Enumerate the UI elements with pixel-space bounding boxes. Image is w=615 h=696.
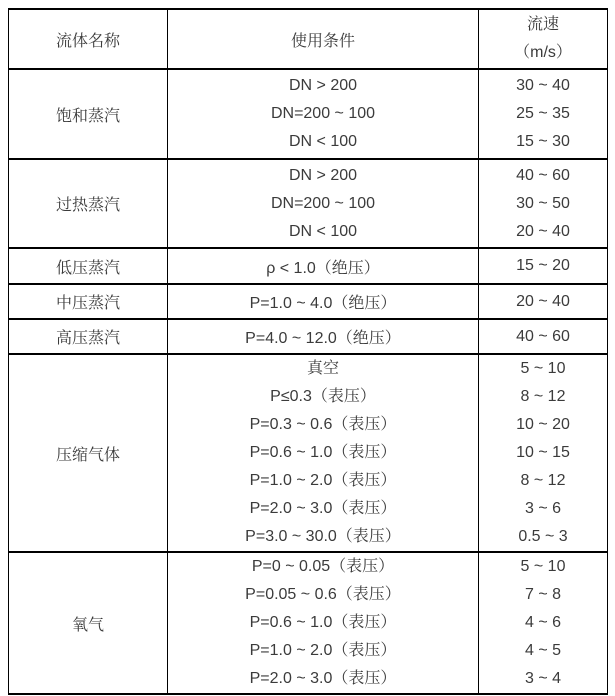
condition-cell xyxy=(168,69,479,159)
velocity-line: 8 ~ 12 xyxy=(520,388,566,405)
velocity-line: 10 ~ 20 xyxy=(516,416,570,433)
fluid-name-cell: 低压蒸汽 xyxy=(9,248,168,284)
condition-line: P≤0.3（表压） xyxy=(270,388,376,405)
table-row-low-pressure-steam xyxy=(9,248,608,284)
condition-line: DN < 100 xyxy=(288,133,358,150)
condition-cell xyxy=(168,159,479,248)
condition-cell: P=1.0 ~ 4.0（绝压） xyxy=(168,284,479,319)
condition-line: 真空 xyxy=(306,360,339,377)
fluid-name-cell: 氧气 xyxy=(9,552,168,694)
table-row-oxygen xyxy=(9,552,608,694)
fluid-name-cell: 压缩气体 xyxy=(9,354,168,552)
velocity-cell xyxy=(479,354,608,552)
velocity-cell xyxy=(479,552,608,694)
header-usage-condition: 使用条件 xyxy=(168,9,479,69)
velocity-line: 25 ~ 35 xyxy=(516,105,570,122)
fluid-name-cell: 中压蒸汽 xyxy=(9,284,168,319)
condition-line: P=1.0 ~ 2.0（表压） xyxy=(249,642,397,659)
table-row-compressed-gas xyxy=(9,354,608,552)
condition-line: P=0 ~ 0.05（表压） xyxy=(251,558,395,575)
condition-cell xyxy=(168,552,479,694)
table-row-saturated-steam xyxy=(9,69,608,159)
velocity-line: 40 ~ 60 xyxy=(516,166,570,184)
condition-line: P=0.6 ~ 1.0（表压） xyxy=(249,444,397,461)
table-row-high-pressure-steam xyxy=(9,319,608,354)
velocity-cell: 15 ~ 20 xyxy=(479,248,608,284)
condition-cell: P=4.0 ~ 12.0（绝压） xyxy=(168,319,479,354)
velocity-line: 0.5 ~ 3 xyxy=(518,528,568,545)
fluid-name-cell: 过热蒸汽 xyxy=(9,159,168,248)
condition-line: DN > 200 xyxy=(288,166,358,184)
velocity-line: 7 ~ 8 xyxy=(524,586,562,603)
condition-line: P=3.0 ~ 30.0（表压） xyxy=(245,528,401,545)
condition-line: DN=200 ~ 100 xyxy=(270,105,376,122)
velocity-line: 15 ~ 30 xyxy=(516,133,570,150)
condition-line: P=0.05 ~ 0.6（表压） xyxy=(245,586,401,603)
fluid-name-cell: 饱和蒸汽 xyxy=(9,69,168,159)
velocity-cell: 40 ~ 60 xyxy=(479,319,608,354)
condition-line: DN < 100 xyxy=(288,222,358,240)
condition-cell: ρ < 1.0（绝压） xyxy=(168,248,479,284)
header-row xyxy=(9,9,608,69)
flow-velocity-table xyxy=(8,8,608,695)
header-velocity xyxy=(479,9,608,69)
condition-line: P=2.0 ~ 3.0（表压） xyxy=(249,670,397,687)
velocity-line: 3 ~ 4 xyxy=(524,670,562,687)
velocity-line: 5 ~ 10 xyxy=(520,360,566,377)
velocity-line: 30 ~ 50 xyxy=(516,194,570,212)
header-velocity-label: 流速 xyxy=(526,16,559,33)
condition-line: P=2.0 ~ 3.0（表压） xyxy=(249,500,397,517)
velocity-line: 10 ~ 15 xyxy=(516,444,570,461)
condition-line: P=0.6 ~ 1.0（表压） xyxy=(249,614,397,631)
condition-line: DN=200 ~ 100 xyxy=(270,194,376,212)
header-fluid-name: 流体名称 xyxy=(9,9,168,69)
velocity-cell: 20 ~ 40 xyxy=(479,284,608,319)
velocity-line: 5 ~ 10 xyxy=(520,558,566,575)
velocity-cell xyxy=(479,159,608,248)
condition-line: P=0.3 ~ 0.6（表压） xyxy=(249,416,397,433)
table-row-superheated-steam xyxy=(9,159,608,248)
velocity-line: 20 ~ 40 xyxy=(516,222,570,240)
velocity-line: 8 ~ 12 xyxy=(520,472,566,489)
condition-cell xyxy=(168,354,479,552)
velocity-line: 30 ~ 40 xyxy=(516,77,570,94)
header-velocity-unit: （m/s） xyxy=(514,44,572,61)
condition-line: DN > 200 xyxy=(288,77,358,94)
velocity-line: 4 ~ 5 xyxy=(524,642,562,659)
table-row-medium-pressure-steam xyxy=(9,284,608,319)
condition-line: P=1.0 ~ 2.0（表压） xyxy=(249,472,397,489)
fluid-name-cell: 高压蒸汽 xyxy=(9,319,168,354)
velocity-line: 4 ~ 6 xyxy=(524,614,562,631)
velocity-cell xyxy=(479,69,608,159)
velocity-line: 3 ~ 6 xyxy=(524,500,562,517)
